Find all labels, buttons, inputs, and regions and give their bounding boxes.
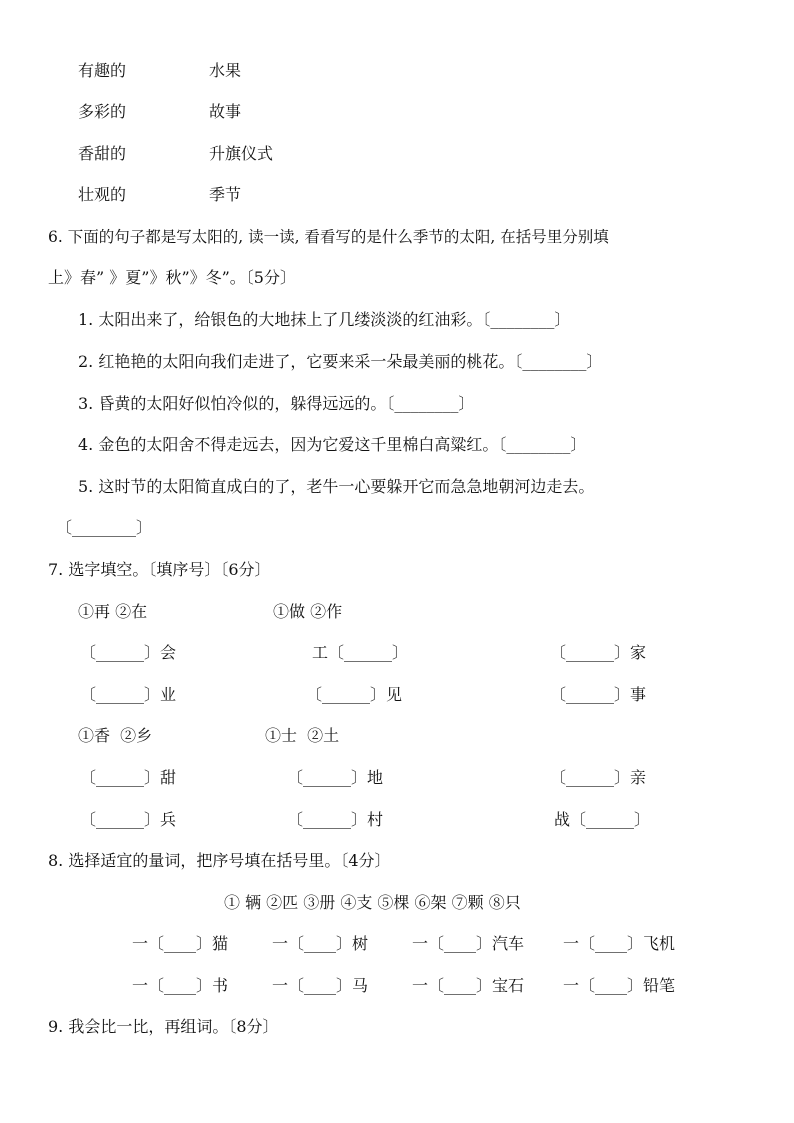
q6-item-4: 4. 金色的太阳舍不得走远去，因为它爱这千里棉白高粱红。〔________〕 [78,435,587,454]
q9-title: 9. 我会比一比，再组词。〔8分〕 [48,1017,279,1036]
q6-title-line1: 6. 下面的句子都是写太阳的, 读一读, 看看写的是什么季节的太阳, 在括号里分别填 [48,228,609,246]
q8-r1-c2: 一〔____〕树 [272,934,369,953]
q7-g1-r1-c2: 工〔______〕 [312,643,409,662]
q8-r1-c1: 一〔____〕猫 [132,934,229,953]
q7-title: 7. 选字填空。〔填序号〕〔6分〕 [48,560,271,579]
matching-left-1: 有趣的 [78,61,127,80]
q8-r1-c4: 一〔____〕飞机 [563,934,676,953]
q7-group2-options-a: ①香 ②乡 [78,726,153,745]
q7-g2-r2-c2: 〔______〕村 [287,810,384,829]
q8-title: 8. 选择适宜的量词，把序号填在括号里。〔4分〕 [48,851,391,870]
q7-group1-options-a: ①再 ②在 [78,602,148,621]
q6-item-2: 2. 红艳艳的太阳向我们走进了，它要来采一朵最美丽的桃花。〔________〕 [78,352,603,371]
q7-group2-options-b: ①士 ②土 [265,726,340,745]
q7-g1-r1-c3: 〔______〕家 [550,643,647,662]
matching-left-4: 壮观的 [78,185,127,204]
q7-g1-r1-c1: 〔______〕会 [80,643,177,662]
matching-right-3: 升旗仪式 [209,144,274,163]
matching-right-4: 季节 [209,185,242,204]
q6-item-5-blank: 〔________〕 [56,518,153,537]
q8-r1-c3: 一〔____〕汽车 [412,934,525,953]
q7-g1-r2-c2: 〔______〕见 [306,685,403,704]
q8-r2-c1: 一〔____〕书 [132,976,229,995]
q7-g2-r1-c1: 〔______〕甜 [80,768,177,787]
q7-g2-r1-c3: 〔______〕亲 [550,768,647,787]
q8-r2-c4: 一〔____〕铅笔 [563,976,676,995]
q6-item-1: 1. 太阳出来了，给银色的大地抹上了几缕淡淡的红油彩。〔________〕 [78,310,571,329]
matching-right-2: 故事 [209,102,242,121]
q7-g2-r1-c2: 〔______〕地 [287,768,384,787]
q7-g2-r2-c1: 〔______〕兵 [80,810,177,829]
q7-g1-r2-c3: 〔______〕事 [550,685,647,704]
q7-g2-r2-c3: 战〔______〕 [554,810,651,829]
q7-group1-options-b: ①做 ②作 [273,602,343,621]
q6-title-line2: 上》春” 》夏”》秋”》冬”。〔5分〕 [48,268,296,287]
q8-r2-c2: 一〔____〕马 [272,976,369,995]
matching-left-3: 香甜的 [78,144,127,163]
q6-item-3: 3. 昏黄的太阳好似怕冷似的，躲得远远的。〔________〕 [78,394,475,413]
matching-left-2: 多彩的 [78,102,127,121]
q7-g1-r2-c1: 〔______〕业 [80,685,177,704]
q8-options: ① 辆 ②匹 ③册 ④支 ⑤棵 ⑥架 ⑦颗 ⑧只 [224,893,521,912]
matching-right-1: 水果 [209,61,242,80]
q6-item-5: 5. 这时节的太阳简直成白的了，老牛一心要躲开它而急急地朝河边走去。 [78,477,595,496]
q8-r2-c3: 一〔____〕宝石 [412,976,525,995]
